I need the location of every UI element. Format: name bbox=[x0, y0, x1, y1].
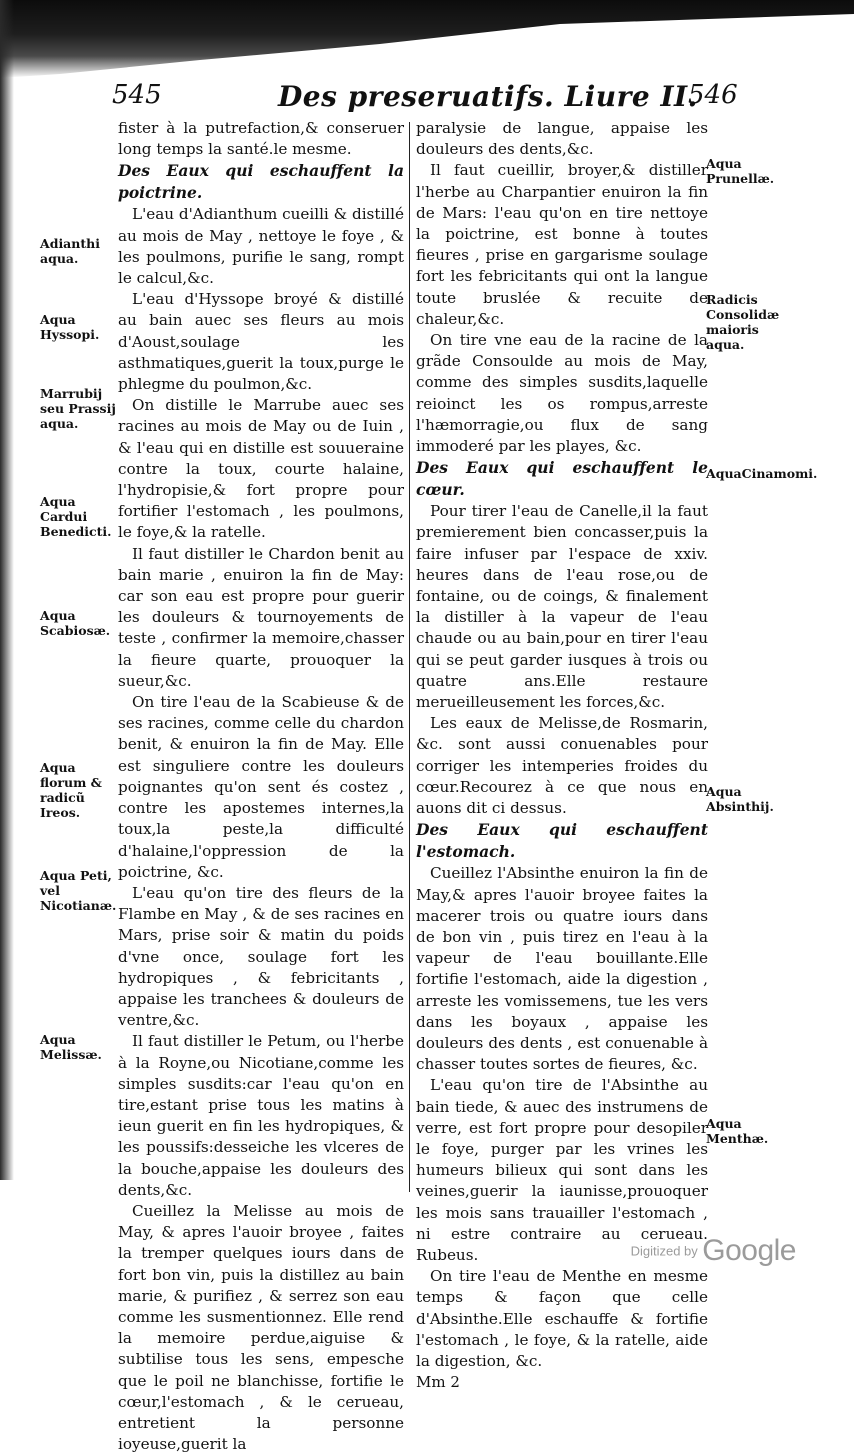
paragraph-canelle: Pour tirer l'eau de Canelle,il la faut premierement bien concasser,puis la faire infuser par l'espace de xxiv. heures dans de l'eau rose,ou de fontaine, ou de coings, & finalement la distiller à la vapeur de l'eau chaude ou au bain,pour en tirer l'eau qui se peut garder iusques à trois ou quatre ans.Elle restaure merueilleusement les forces,&c. bbox=[416, 502, 708, 712]
margin-note-adianthi: Adianthi aqua. bbox=[40, 236, 100, 266]
google-watermark bbox=[631, 1234, 796, 1268]
margin-note-scabiosae: Aqua Scabiosæ. bbox=[40, 608, 111, 638]
paragraph-adianthum: L'eau d'Adianthum cueilli & distillé au mois de May , nettoye le foye , & les poulmons, purifie le sang, rompt le calcul,&c. bbox=[118, 205, 405, 288]
margin-note-menthae: Aqua Menthæ. bbox=[706, 1116, 769, 1146]
right-continuation: paralysie de langue, appaise les douleurs des dents,&c. bbox=[416, 119, 708, 159]
paragraph-petum: Il faut distiller le Petum, ou l'herbe à la Royne,ou Nicotiane,comme les simples susdits:car l'eau qu'on en tire,estant prise tous les matins à ieun guerit en fin les hydropiques, & les poussifs:desseiche les vlceres de la bouche,appaise les douleurs des dents,&c. bbox=[118, 1032, 404, 1199]
column-rule bbox=[409, 122, 410, 1192]
page-header bbox=[0, 80, 854, 120]
margin-note-absinthij: Aqua Absinthij. bbox=[706, 784, 774, 814]
google-logo: Google bbox=[702, 1234, 796, 1267]
paragraph-menthe: On tire l'eau de Menthe en mesme temps & façon que celle d'Absinthe.Elle eschauffe & fortifie l'estomach , le foye, & la ratelle, aide la digestion, &c. bbox=[416, 1267, 708, 1370]
heading-coeur: Des Eaux qui eschauffent le cœur. bbox=[416, 458, 708, 500]
right-column bbox=[416, 118, 708, 1393]
margin-note-hyssopi: Aqua Hyssopi. bbox=[40, 312, 100, 342]
heading-estomach: Des Eaux qui eschauffent l'estomach. bbox=[416, 820, 708, 862]
paragraph-absinthe-bain: L'eau qu'on tire de l'Absinthe au bain tiede, & auec des instrumens de verre, est fort propre pour desopiler le foye, purger par les vrines les humeurs bilieux qui sont dans les veines,guerir la iaunisse,prouoquer les mois sans trauailler l'estomach , ni estre contraire au cerueau. Rubeus. bbox=[416, 1076, 708, 1264]
margin-note-cinamomi: AquaCinamomi. bbox=[706, 466, 818, 481]
paragraph-hyssope: L'eau d'Hyssope broyé & distillé au bain auec ses fleurs au mois d'Aoust,soulage les asthmatiques,guerit la toux,purge le phlegme du poulmon,&c. bbox=[118, 290, 404, 394]
paragraph-melisse: Cueillez la Melisse au mois de May, & apres l'auoir broyee , faites la tremper quelques iours dans de fort bon vin, puis la distillez au bain marie, & purifiez , & serrez son eau comme les susmentionnez. Elle rend la memoire perdue,aiguise & subtilise tous les sens, empesche que le poil ne blanchisse, fortifie le cœur,l'estomach , & le cerueau, entretient la personne ioyeuse,guerit la bbox=[118, 1201, 404, 1454]
margin-note-prunellae: Aqua Prunellæ. bbox=[706, 156, 775, 186]
left-continuation: fister à la putrefaction,& conseruer long temps la santé.le mesme. bbox=[118, 119, 404, 159]
paragraph-scabieuse: On tire l'eau de la Scabieuse & de ses racines, comme celle du chardon benit, & enuiron la fin de May. Elle est singuliere contre les douleurs poignantes qu'on sent és costez , contre les apostemes internes,la toux,la peste,la difficulté d'halaine,l'oppression de la poictrine, &c. bbox=[118, 693, 404, 881]
margin-note-melissae: Aqua Melissæ. bbox=[40, 1032, 102, 1062]
heading-poictrine: Des Eaux qui eschauffent la poictrine. bbox=[118, 161, 404, 203]
left-column bbox=[118, 118, 404, 1455]
paragraph-flambe: L'eau qu'on tire des fleurs de la Flambe en May , & de ses racines en Mars, prise soir & matin du poids d'vne once, soulage fort les hydropiques , & febricitants , appaise les tranchees & douleurs de ventre,&c. bbox=[118, 883, 404, 1030]
paragraph-charpantier: Il faut cueillir, broyer,& distiller l'herbe au Charpantier enuiron la fin de Mars: l'eau qu'on en tire nettoye la poictrine, est bonne à toutes fieures , prise en gargarisme soulage fort les febricitants qui ont la langue toute bruslée & recuite de chaleur,&c. bbox=[416, 161, 708, 328]
paragraph-melisse-rosmarin: Les eaux de Melisse,de Rosmarin, &c. sont aussi conuenables pour corriger les intemperies froides du cœur.Recourez à ce que nous en auons dit ci dessus. bbox=[416, 714, 708, 818]
margin-note-marrubij: Marrubij seu Prassij aqua. bbox=[40, 386, 116, 431]
paragraph-marrube: On distille le Marrube auec ses racines au mois de May ou de Iuin , & l'eau qui en distille est souueraine contre la toux, courte halaine, l'hydropisie,& fort propre pour fortifier l'estomach , les poulmons, le foye,& la ratelle. bbox=[118, 396, 404, 542]
page-number-right: 546 bbox=[688, 80, 738, 110]
margin-note-florum: Aqua florum & radicũ Ireos. bbox=[40, 760, 102, 820]
margin-note-cardui: Aqua Cardui Benedicti. bbox=[40, 494, 112, 539]
scan-edge-shadow bbox=[0, 0, 854, 78]
margin-note-peti: Aqua Peti, vel Nicotianæ. bbox=[40, 868, 117, 913]
signature-mark: Mm 2 bbox=[416, 1373, 460, 1392]
page-number-left: 545 bbox=[112, 80, 162, 110]
paragraph-consoulde: On tire vne eau de la racine de la grãde Consoulde au mois de May, comme des simples susdits,laquelle reioinct les os rompus,arreste l'hæmorragie,ou flux de sang immoderé par les playes, &c. bbox=[416, 331, 708, 456]
scan-gutter-shadow bbox=[0, 0, 14, 1180]
paragraph-chardon: Il faut distiller le Chardon benit au bain marie , enuiron la fin de May: car son eau est propre pour guerir les douleurs & tournoyements de teste , confirmer la memoire,chasser la fieure quarte, prouoquer la sueur,&c. bbox=[118, 544, 404, 690]
running-title: Des preseruatifs. Liure II. bbox=[278, 80, 698, 113]
digitized-label: Digitized by bbox=[630, 1243, 698, 1259]
margin-note-consolidae: Radicis Consolidæ maioris aqua. bbox=[706, 292, 780, 352]
paragraph-absinthe: Cueillez l'Absinthe enuiron la fin de May,& apres l'auoir broyee faites la macerer trois ou quatre iours dans de bon vin , puis tirez en l'eau à la vapeur de l'eau bouillante.Elle fortifie l'estomach, aide la digestion , arreste les vomissemens, tue les vers dans les boyaux , appaise les douleurs des dents , est conuenable à chasser toutes sortes de fieures, &c. bbox=[416, 864, 708, 1074]
